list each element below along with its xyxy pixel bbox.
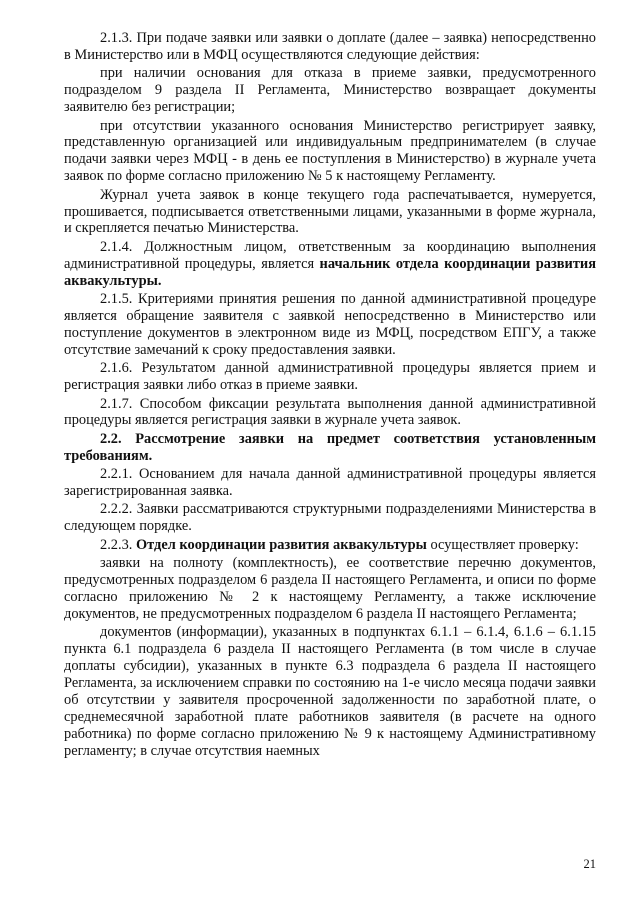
paragraph-2-1-4 [64, 239, 596, 290]
paragraph-2-1-4-bold: начальник отдела координации развития аквакультуры. [64, 255, 596, 289]
paragraph-2-2-3-text: осуществляет проверку: [426, 536, 579, 553]
paragraph-journal: Журнал учета заявок в конце текущего года распечатывается, нумеруется, прошивается, подписывается ответственными лицами, указанными в форме журнала, и скрепляется печатью Министерства. [64, 186, 596, 237]
document-page [64, 30, 596, 760]
page-number: 21 [583, 857, 596, 871]
paragraph-2-2-3-bold: Отдел координации развития аквакультуры [135, 536, 427, 553]
paragraph-2-2-1: 2.2.1. Основанием для начала данной административной процедуры является зарегистрированная заявка. [64, 466, 596, 500]
paragraph-2-1-7: 2.1.7. Способом фиксации результата выполнения данной административной процедуры является регистрация заявки в журнале учета заявок. [64, 395, 596, 429]
paragraph-registration: при отсутствии указанного основания Министерство регистрирует заявку, представленную организацией или индивидуальным предпринимателем (в случае подачи заявки через МФЦ - в день ее поступления в Министерство) в журнале учета заявок по форме согласно приложению № 5 к настоящему Регламенту. [64, 117, 596, 185]
paragraph-2-1-3: 2.1.3. При подаче заявки или заявки о доплате (далее – заявка) непосредственно в Министерство или в МФЦ осуществляются следующие действия: [64, 30, 596, 63]
paragraph-refusal-return: при наличии основания для отказа в приеме заявки, предусмотренного подразделом 9 раздела II Регламента, Министерство возвращает документы заявителю без регистрации; [64, 65, 596, 116]
paragraph-completeness-check: заявки на полноту (комплектность), ее соответствие перечню документов, предусмотренных подразделом 6 раздела II настоящего Регламента, и описи по форме согласно приложению № 2 к настоящему Регламенту, а также исключение документов, не предусмотренных подразделом 6 раздела II настоящего Регламента; [64, 555, 596, 622]
paragraph-documents-check: документов (информации), указанных в подпунктах 6.1.1 – 6.1.4, 6.1.6 – 6.1.15 пункта 6.1 подраздела 6 раздела II настоящего Регламента (в том числе в случае доплаты субсидии), указанных в пункте 6.3 подраздела 6 раздела II настоящего Регламента, за исключением справки по состоянию на 1-е число месяца подачи заявки об отсутствии у заявителя просроченной задолженности по заработной плате, о среднемесячной заработной плате работников заявителя (в расчете на одного работника) по форме согласно приложению № 9 к настоящему Административному регламенту; в случае отсутствия наемных [64, 624, 596, 759]
paragraph-2-2-2: 2.2.2. Заявки рассматриваются структурными подразделениями Министерства в следующем порядке. [64, 501, 596, 535]
section-heading-2-2-text: 2.2. Рассмотрение заявки на предмет соответствия установленным требованиям. [64, 430, 596, 464]
paragraph-2-1-6: 2.1.6. Результатом данной административной процедуры является прием и регистрация заявки либо отказ в приеме заявки. [64, 360, 596, 394]
section-heading-2-2 [64, 431, 596, 465]
paragraph-2-1-5: 2.1.5. Критериями принятия решения по данной административной процедуре является обращение заявителя с заявкой непосредственно в Министерство или поступление документов в электронном виде из МФЦ, посредством ЕПГУ, а также отсутствие замечаний к сроку предоставления заявки. [64, 291, 596, 358]
paragraph-2-1-4-text: 2.1.4. Должностным лицом, ответственным за координацию выполнения административной процедуры, является [64, 238, 596, 272]
paragraph-2-2-3 [64, 537, 596, 554]
paragraph-2-2-3-number: 2.2.3. [100, 536, 136, 553]
